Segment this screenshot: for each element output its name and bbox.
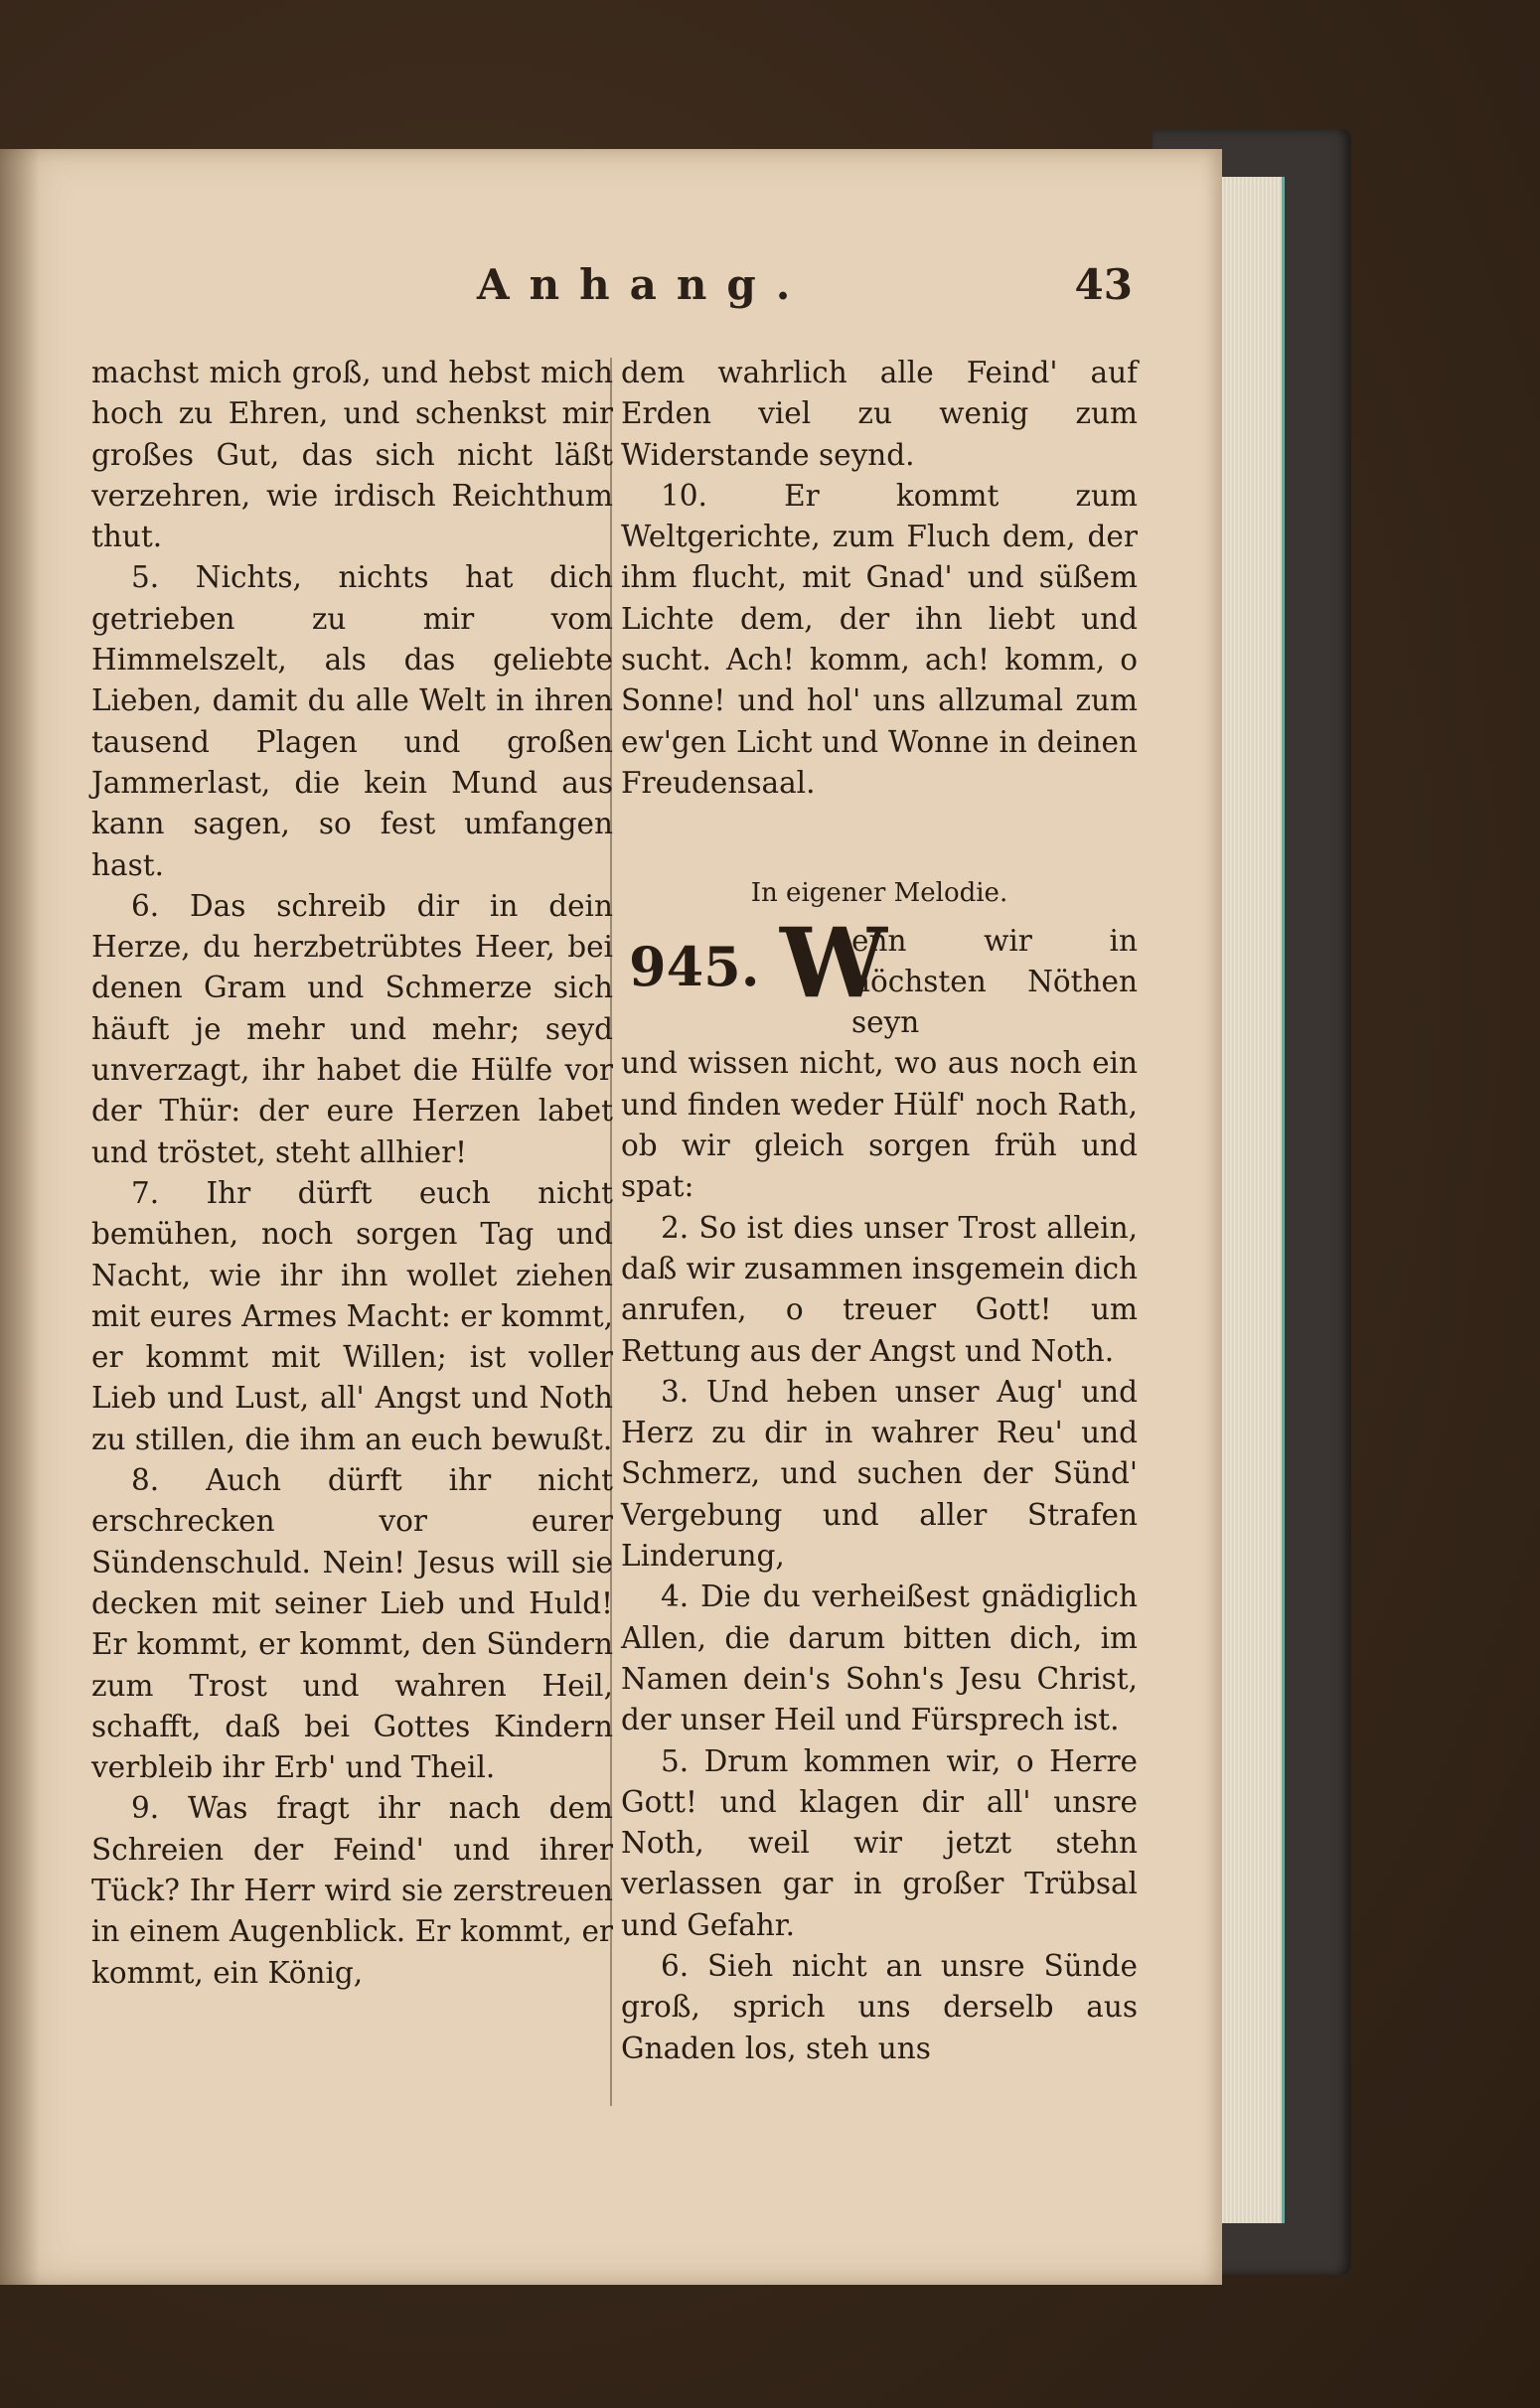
drop-cap: W bbox=[780, 906, 887, 1019]
melody-heading: In eigener Melodie. bbox=[750, 878, 1008, 909]
right-column bbox=[621, 353, 1138, 2069]
verse-7: 7. Ihr dürft euch nicht bemühen, noch sorgen Tag und Nacht, wie ihr ihn wollet ziehen mit eures Armes Macht: er kommt, er kommt mit Willen; ist voller Lieb und Lust, all' Angst und Noth zu stillen, die ihm an euch bewußt. bbox=[91, 1175, 613, 1456]
verse-6: 6. Das schreib dir in dein Herze, du herzbetrübtes Heer, bei denen Gram und Schmerze sich häuft je mehr und mehr; seyd unverzagt, ihr habet die Hülfe vor der Thür: der eure Herzen labet und tröstet, steht allhier! bbox=[91, 888, 613, 1169]
hymn-first-lines: enn wir in höchsten Nöthen seyn bbox=[851, 923, 1138, 1040]
verse-8: 8. Auch dürft ihr nicht erschrecken vor eurer Sündenschuld. Nein! Jesus will sie decken mit seiner Lieb und Huld! Er kommt, er kommt, den Sündern zum Trost und wahren Heil, schafft, daß bei Gottes Kindern verbleib ihr Erb' und Theil. bbox=[91, 1463, 613, 1785]
verse-continuation-right: dem wahrlich alle Feind' auf Erden viel zu wenig zum Widerstande seynd. bbox=[621, 356, 1138, 472]
hymn-945-start bbox=[621, 906, 1138, 1044]
hymn-verse-3: 3. Und heben unser Aug' und Herz zu dir in wahrer Reu' und Schmerz, und suchen der Sünd' Vergebung und aller Strafen Linderung, bbox=[621, 1374, 1138, 1574]
verse-continuation: machst mich groß, und hebst mich hoch zu Ehren, und schenkst mir großes Gut, das sich nicht läßt verzehren, wie irdisch Reichthum thut. bbox=[91, 356, 613, 554]
left-column bbox=[91, 353, 613, 1994]
verse-10: 10. Er kommt zum Weltgerichte, zum Fluch dem, der ihm flucht, mit Gnad' und süßem Lichte dem, der ihn liebt und sucht. Ach! komm, ach! komm, o Sonne! und hol' uns allzumal zum ew'gen Licht und Wonne in deinen Freudensaal. bbox=[621, 478, 1138, 800]
hymn-verse-5: 5. Drum kommen wir, o Herre Gott! und klagen dir all' unsre Noth, weil wir jetzt stehn verlassen gar in großer Trübsal und Gefahr. bbox=[621, 1743, 1138, 1942]
verse-5: 5. Nichts, nichts hat dich getrieben zu mir vom Himmelszelt, als das geliebte Lieben, damit du alle Welt in ihren tausend Plagen und großen Jammerlast, die kein Mund aus kann sagen, so fest umfangen hast. bbox=[91, 560, 613, 882]
hymn-verse-4: 4. Die du verheißest gnädiglich Allen, die darum bitten dich, im Namen dein's Sohn's Jesu Christ, der unser Heil und Fürsprech ist. bbox=[621, 1580, 1138, 1737]
hymn-verse-2: 2. So ist dies unser Trost allein, daß wir zusammen insgemein dich anrufen, o treuer Gott! um Rettung aus der Angst und Noth. bbox=[621, 1210, 1138, 1368]
page-number: 43 bbox=[1074, 260, 1133, 309]
page-header bbox=[60, 260, 1133, 320]
gutter-shadow bbox=[0, 149, 40, 2285]
verse-9: 9. Was fragt ihr nach dem Schreien der Feind' und ihrer Tück? Ihr Herr wird sie zerstreuen in einem Augenblick. Er kommt, er kommt, ein König, bbox=[91, 1791, 613, 1990]
hymn-number: 945. bbox=[629, 934, 760, 998]
hymn-verse-6: 6. Sieh nicht an unsre Sünde groß, sprich uns derselb aus Gnaden los, steh uns bbox=[621, 1948, 1138, 2065]
hymn-verse-1: und wissen nicht, wo aus noch ein und finden weder Hülf' noch Rath, ob wir gleich sorgen früh und spat: bbox=[621, 1046, 1138, 1204]
running-title: Anhang. bbox=[477, 260, 811, 309]
